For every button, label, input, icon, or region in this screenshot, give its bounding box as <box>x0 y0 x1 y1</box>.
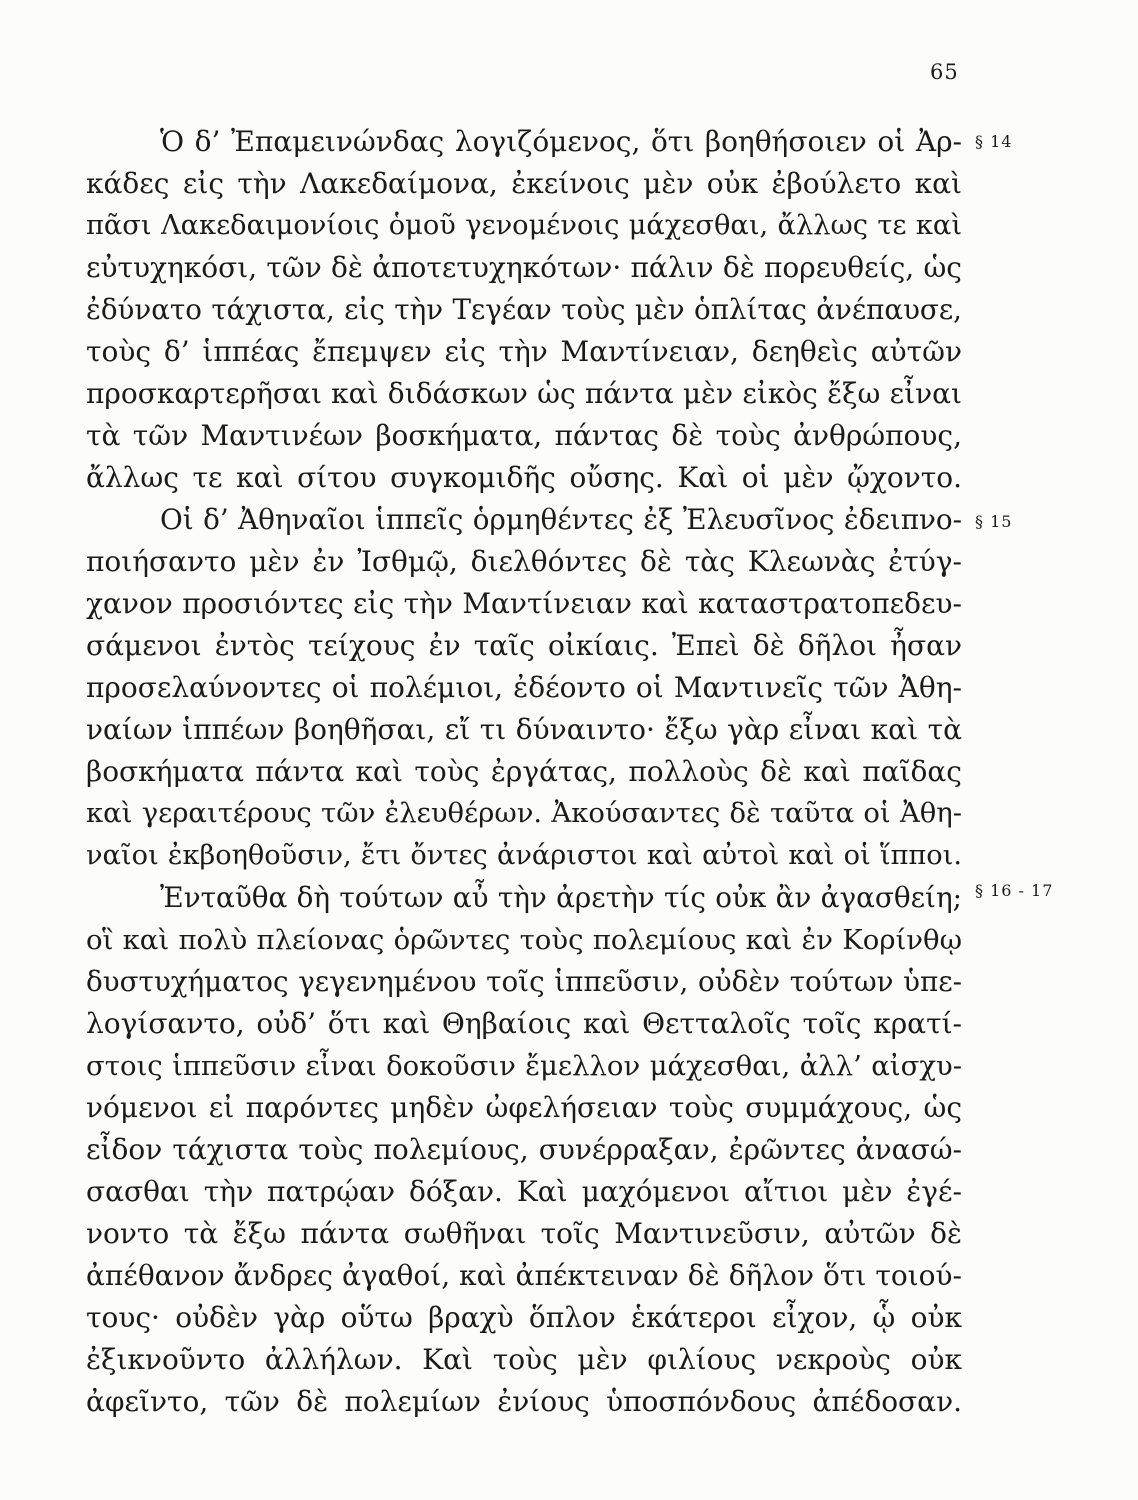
text-line: δυστυχήματος γεγενημένου τοῖς ἱππεῦσιν, οὐδὲν τούτων ὑπε- <box>86 965 962 998</box>
text-line: Ὁ δ’ Ἐπαμεινώνδας λογιζόμενος, ὅτι βοηθήσοιεν οἱ Ἀρ- <box>160 125 962 158</box>
text-line: ἐξικνοῦντο ἀλλήλων. Καὶ τοὺς μὲν φιλίους νεκροὺς οὐκ <box>86 1343 962 1376</box>
text-line: ἄλλως τε καὶ σίτου συγκομιδῆς οὔσης. Καὶ οἱ μὲν ᾤχοντο. <box>86 461 962 494</box>
text-line: νόμενοι εἰ παρόντες μηδὲν ὠφελήσειαν τοὺς συμμάχους, ὡς <box>86 1091 962 1124</box>
text-line: χανον προσιόντες εἰς τὴν Μαντίνειαν καὶ καταστρατοπεδευ- <box>86 587 962 620</box>
text-line: σασθαι τὴν πατρῴαν δόξαν. Καὶ μαχόμενοι αἴτιοι μὲν ἐγέ- <box>86 1175 962 1208</box>
text-line: ἐδύνατο τάχιστα, εἰς τὴν Τεγέαν τοὺς μὲν ὁπλίτας ἀνέπαυσε, <box>86 293 962 326</box>
text-line: ἀπέθανον ἄνδρες ἀγαθοί, καὶ ἀπέκτειναν δὲ δῆλον ὅτι τοιού- <box>86 1259 962 1292</box>
text-line: Οἱ δ’ Ἀθηναῖοι ἱππεῖς ὁρμηθέντες ἐξ Ἐλευσῖνος ἐδειπνο- <box>160 503 962 536</box>
text-line: εὐτυχηκόσι, τῶν δὲ ἀποτετυχηκότων· πάλιν δὲ πορευθείς, ὡς <box>86 251 962 284</box>
page-number: 65 <box>930 60 959 84</box>
text-line: τὰ τῶν Μαντινέων βοσκήματα, πάντας δὲ τοὺς ἀνθρώπους, <box>86 419 962 452</box>
text-line: οἳ καὶ πολὺ πλείονας ὁρῶντες τοὺς πολεμίους καὶ ἐν Κορίνθῳ <box>86 924 962 956</box>
text-line: τοὺς δ’ ἱππέας ἔπεμψεν εἰς τὴν Μαντίνειαν, δεηθεὶς αὐτῶν <box>86 335 962 368</box>
text-line: στοις ἱππεῦσιν εἶναι δοκοῦσιν ἔμελλον μάχεσθαι, ἀλλ’ αἰσχυ- <box>86 1050 962 1082</box>
text-line: νοντο τὰ ἔξω πάντα σωθῆναι τοῖς Μαντινεῦσιν, αὐτῶν δὲ <box>86 1217 962 1250</box>
text-line: λογίσαντο, οὐδ’ ὅτι καὶ Θηβαίοις καὶ Θετταλοῖς τοῖς κρατί- <box>86 1007 962 1040</box>
margin-section-ref: § 15 <box>975 512 1013 531</box>
text-line: προσκαρτερῆσαι καὶ διδάσκων ὡς πάντα μὲν εἰκὸς ἔξω εἶναι <box>86 377 962 410</box>
text-line: βοσκήματα πάντα καὶ τοὺς ἐργάτας, πολλοὺς δὲ καὶ παῖδας <box>86 755 962 788</box>
text-line: κάδες εἰς τὴν Λακεδαίμονα, ἐκείνοις μὲν οὐκ ἐβούλετο καὶ <box>86 167 962 200</box>
text-line: καὶ γεραιτέρους τῶν ἐλευθέρων. Ἀκούσαντες δὲ ταῦτα οἱ Ἀθη- <box>86 798 962 829</box>
text-line: ποιήσαντο μὲν ἐν Ἰσθμῷ, διελθόντες δὲ τὰς Κλεωνὰς ἐτύγ- <box>86 545 962 578</box>
text-line: προσελαύνοντες οἱ πολέμιοι, ἐδέοντο οἱ Μαντινεῖς τῶν Ἀθη- <box>86 671 962 704</box>
text-line: ναίων ἱππέων βοηθῆσαι, εἴ τι δύναιντο· ἔξω γὰρ εἶναι καὶ τὰ <box>86 713 962 746</box>
margin-section-ref: § 16 - 17 <box>975 881 1054 900</box>
text-line: τους· οὐδὲν γὰρ οὕτω βραχὺ ὅπλον ἑκάτεροι εἶχον, ᾧ οὐκ <box>86 1301 962 1334</box>
margin-section-ref: § 14 <box>975 132 1013 151</box>
text-line: εἶδον τάχιστα τοὺς πολεμίους, συνέρραξαν, ἐρῶντες ἀνασώ- <box>86 1133 962 1166</box>
text-line: Ἐνταῦθα δὴ τούτων αὖ τὴν ἀρετὴν τίς οὐκ ἂν ἀγασθείη; <box>160 881 962 914</box>
text-line: ἀφεῖντο, τῶν δὲ πολεμίων ἐνίους ὑποσπόνδους ἀπέδοσαν. <box>86 1385 962 1418</box>
text-line: ναῖοι ἐκβοηθοῦσιν, ἔτι ὄντες ἀνάριστοι καὶ αὐτοὶ καὶ οἱ ἵπποι. <box>86 840 962 871</box>
text-line: πᾶσι Λακεδαιμονίοις ὁμοῦ γενομένοις μάχεσθαι, ἄλλως τε καὶ <box>86 210 962 241</box>
text-line: σάμενοι ἐντὸς τείχους ἐν ταῖς οἰκίαις. Ἐπεὶ δὲ δῆλοι ἦσαν <box>86 629 962 662</box>
